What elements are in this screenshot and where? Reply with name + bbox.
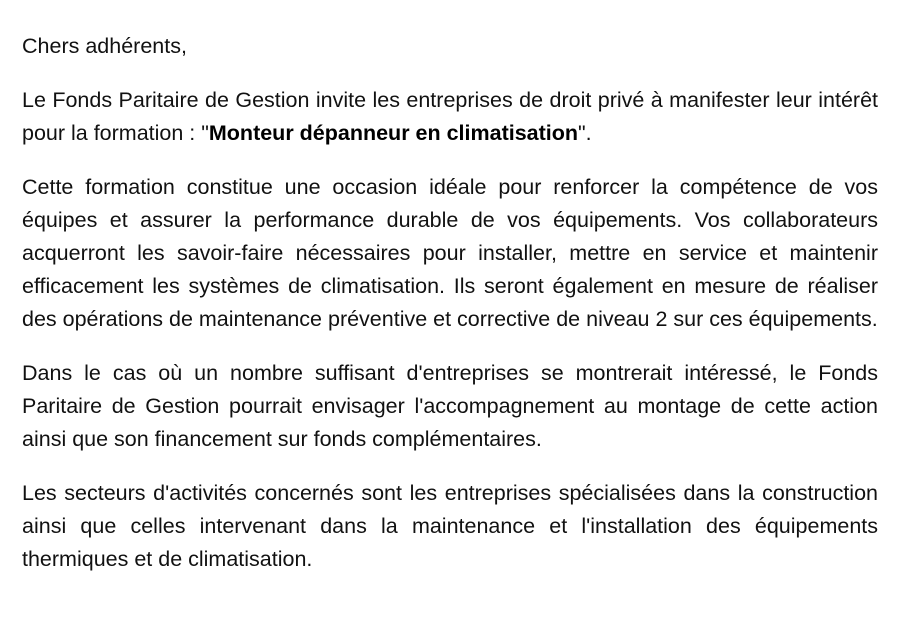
funding-paragraph: Dans le cas où un nombre suffisant d'entreprises se montrerait intéressé, le Fonds Paritaire de Gestion pourrait envisager l'accompagnement au montage de cette action ainsi que son financement sur fonds complémentaires. xyxy=(22,361,878,451)
sectors-paragraph: Les secteurs d'activités concernés sont les entreprises spécialisées dans la construction ainsi que celles intervenant dans la maintenance et l'installation des équipements thermiques et de climatisation. xyxy=(22,481,878,571)
document-body xyxy=(22,30,878,597)
training-description-paragraph: Cette formation constitue une occasion idéale pour renforcer la compétence de vos équipes et assurer la performance durable de vos équipements. Vos collaborateurs acquerront les savoir-faire nécessaires pour installer, mettre en service et maintenir efficacement les systèmes de climatisation. Ils seront également en mesure de réaliser des opérations de maintenance préventive et corrective de niveau 2 sur ces équipements. xyxy=(22,175,878,331)
training-title: Monteur dépanneur en climatisation xyxy=(208,121,579,145)
greeting: Chers adhérents, xyxy=(22,34,187,58)
invitation-paragraph xyxy=(22,84,878,150)
invitation-text-end: ". xyxy=(578,121,592,145)
invitation-text-start: Le Fonds Paritaire de Gestion invite les entreprises de droit privé à manifester leur intérêt pour la formation : " xyxy=(22,88,878,145)
